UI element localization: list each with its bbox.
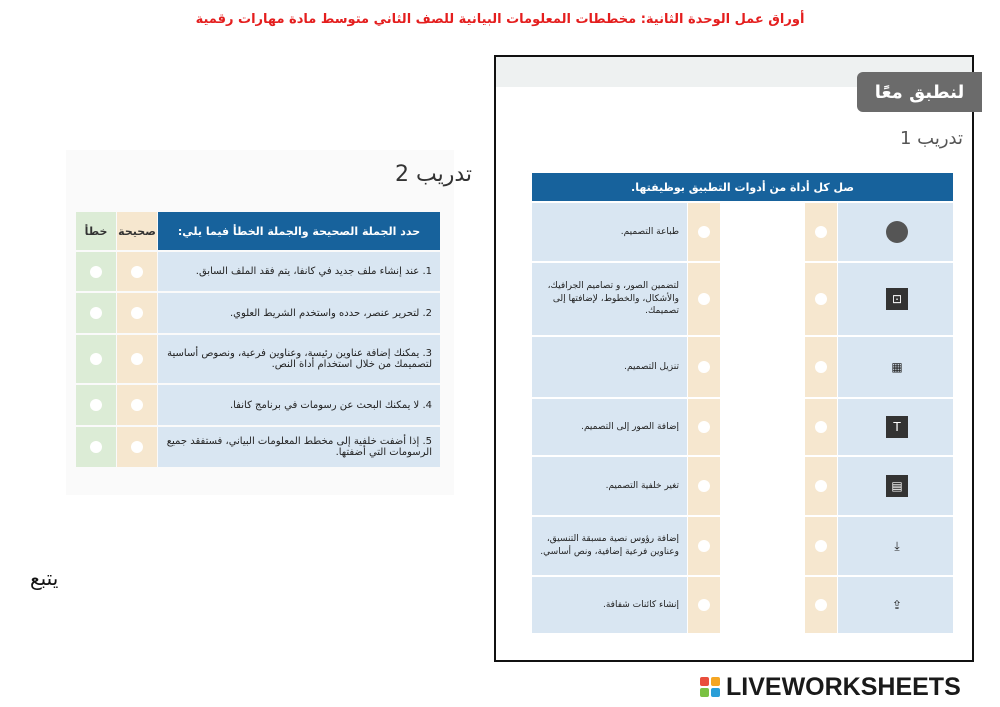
logo-text: LIVEWORKSHEETS (726, 672, 961, 701)
tool-dot[interactable] (815, 293, 827, 305)
exercise1-title: تدريب 1 (900, 128, 964, 149)
tool-dot[interactable] (815, 226, 827, 238)
function-text: تنزيل التصميم. (532, 337, 687, 397)
wrong-radio[interactable] (90, 266, 102, 278)
table-row (76, 252, 440, 291)
page-title: أوراق عمل الوحدة الثانية: مخططات المعلومات البيانية للصف الثاني متوسط مادة مهارات رقمية (195, 12, 805, 27)
apply-together-tab: لنطبق معًا (857, 72, 982, 112)
logo-grid-icon (700, 677, 720, 697)
match-row (532, 399, 953, 455)
tool-dot[interactable] (815, 540, 827, 552)
match-row (532, 577, 953, 633)
table-row (76, 385, 440, 425)
function-text: إضافة الصور إلى التصميم. (532, 399, 687, 455)
text-icon: T (886, 416, 908, 438)
table-row (76, 335, 440, 383)
function-dot[interactable] (698, 599, 710, 611)
wrong-radio[interactable] (90, 307, 102, 319)
circle-shape-icon (886, 221, 908, 243)
wrong-header: خطأ (76, 212, 116, 250)
tool-dot[interactable] (815, 480, 827, 492)
tool-dot[interactable] (815, 421, 827, 433)
function-text: إضافة رؤوس نصية مسبقة التنسيق، وعناوين فرعية إضافية، ونص أساسي. (532, 517, 687, 575)
function-text: لتضمين الصور، و تصاميم الجرافيك، والأشكال، والخطوط، لإضافتها إلى تصميمك. (532, 263, 687, 335)
wrong-radio[interactable] (90, 441, 102, 453)
correct-radio[interactable] (131, 399, 143, 411)
function-dot[interactable] (698, 361, 710, 373)
statement-text: 5. إذا أضفت خلفية إلى مخطط المعلومات البياني، فستفقد جميع الرسومات التي أضفتها. (158, 427, 440, 467)
function-dot[interactable] (698, 226, 710, 238)
match-row (532, 517, 953, 575)
function-text: طباعة التصميم. (532, 203, 687, 261)
match-row (532, 457, 953, 515)
wrong-radio[interactable] (90, 399, 102, 411)
function-dot[interactable] (698, 480, 710, 492)
tool-dot[interactable] (815, 599, 827, 611)
correct-radio[interactable] (131, 266, 143, 278)
statement-header: حدد الجملة الصحيحة والجملة الخطأ فيما يلي: (158, 212, 440, 250)
liveworksheets-logo (700, 672, 961, 702)
exercise2-title: تدريب 2 (395, 162, 473, 187)
elements-icon: ⊡ (886, 288, 908, 310)
statement-text: 3. يمكنك إضافة عناوين رئيسة، وعناوين فرعية، ونصوص أساسية لتصميمك من خلال استخدام أداة النص. (158, 335, 440, 383)
table-row (76, 293, 440, 333)
match-row (532, 263, 953, 335)
templates-icon: ▤ (886, 475, 908, 497)
correct-radio[interactable] (131, 307, 143, 319)
function-dot[interactable] (698, 540, 710, 552)
correct-radio[interactable] (131, 353, 143, 365)
match-row (532, 337, 953, 397)
download-icon: ⤓ (894, 538, 900, 553)
wrong-radio[interactable] (90, 353, 102, 365)
table-row (76, 427, 440, 467)
statement-text: 4. لا يمكنك البحث عن رسومات في برنامج كانفا. (158, 385, 440, 425)
statement-text: 1. عند إنشاء ملف جديد في كانفا، يتم فقد الملف السابق. (158, 252, 440, 291)
match-row (532, 203, 953, 261)
correct-radio[interactable] (131, 441, 143, 453)
statement-text: 2. لتحرير عنصر، حدده واستخدم الشريط العلوي. (158, 293, 440, 333)
function-text: إنشاء كائنات شفافة. (532, 577, 687, 633)
continued-label: يتبع (30, 566, 59, 590)
tool-dot[interactable] (815, 361, 827, 373)
uploads-icon: ⇪ (891, 598, 903, 612)
match-header: صل كل أداة من أدوات التطبيق بوظيفتها. (532, 173, 953, 201)
function-text: تغير خلفية التصميم. (532, 457, 687, 515)
function-dot[interactable] (698, 421, 710, 433)
background-pattern-icon: ▦ (891, 360, 903, 374)
correct-header: صحيحة (117, 212, 157, 250)
function-dot[interactable] (698, 293, 710, 305)
